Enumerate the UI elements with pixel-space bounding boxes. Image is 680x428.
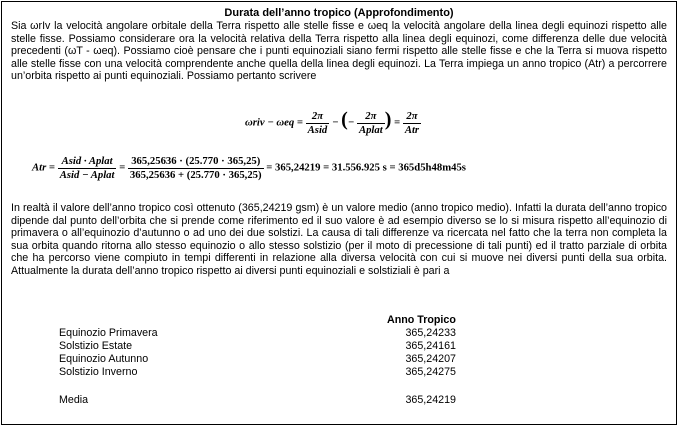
eq2-result: = 365,24219 = 31.556.925 s = 365d5h48m45s (266, 161, 466, 174)
table-row: Solstizio Estate 365,24161 (59, 340, 456, 352)
document-title: Durata dell’anno tropico (Approfondimento) (224, 7, 454, 19)
table-row: Equinozio Autunno 365,24207 (59, 353, 456, 365)
paragraph-intro: Sia ωrIv la velocità angolare orbitale della Terra rispetto alle stelle fisse e ωeq la velocità angolare della linea degli equinozi rispetto alle stelle fisse. Possiamo considerare ora la velocità relativa della Terra rispetto alla linea degli equinozi, come differenza delle due velocità precedenti (ωT - ωeq). Possiamo cioè pensare che i punti equinoziali siano fermi rispetto alle stelle fisse e che la Terra si muova rispetto alle stelle fisse con una velocità comprendente anche quella della linea degli equinozi. La Terra impiega un anno tropico (Atr) a percorrere un’orbita rispetto ai punti equinoziali. Possiamo pertanto scrivere (11, 20, 667, 83)
eq1-lhs: ωriv − ωeq = (245, 116, 303, 129)
table-row: Solstizio Inverno 365,24275 (59, 366, 456, 378)
eq2-lhs: Atr = (32, 161, 56, 174)
paragraph-explanation: In realtà il valore dell’anno tropico così ottenuto (365,24219 gsm) è un valore medio (anno tropico medio). Infatti la durata dell’anno tropico dipende dal punto dell’orbita che si prende come riferimento ed il suo valore è ad esempio diverso se lo si misura rispetto all’equinozio di primavera o all’equinozio d’autunno o ad uno dei due solstizi. La causa di tali differenze va ricercata nel fatto che la terra non completa la sua orbita quando ritorna allo stesso equinozio o allo stesso solstizio (per il moto di precessione di tali punti) ed il tratto parziale di orbita che ha percorso viene compiuto in tempi differenti in relazione alla diversa velocità con cui si muove nei diversi punti della sua orbita. Attualmente la durata dell’anno tropico rispetto ai diversi punti equinoziali e solstiziali è pari a (11, 202, 667, 277)
equation-tropical-year: Atr = $\frac{\text{Asid · Aplat}}{\text{Asid − Aplat}}$ = $\frac{365,25636 \cdot (25.770 \cdot 365,25)}{365,25636 + (25.770 \cdot 365,25)}$ = 365,24219 = 31.556.925 s = 365d5h48m45s (32, 155, 466, 181)
eq1-frac-platonic: $\frac{2\pi}{\text{Aplat}}$ (358, 110, 383, 136)
table-row-mean: Media 365,24219 (59, 394, 456, 406)
eq2-frac-numeric: $\frac{365,25636 \cdot (25.770 \cdot 365,25)}{365,25636 + (25.770 \cdot 365,25)}$ (129, 155, 262, 181)
eq1-frac-tropical: $\frac{2\pi}{\text{Atr}}$ (404, 110, 420, 136)
table-row: Equinozio Primavera 365,24233 (59, 327, 456, 339)
text-box (1, 1, 677, 425)
eq2-frac-symbolic: $\frac{\text{Asid · Aplat}}{\text{Asid − Aplat}}$ (59, 155, 115, 181)
table-header: Anno Tropico (387, 314, 456, 326)
equation-angular-velocity: ωriv − ωeq = $\frac{2\pi}{\text{Asid}}$ − (− $\frac{2\pi}{\text{Aplat}}$ ) = $\frac{2\pi}{\text{Atr}}$ (245, 108, 420, 136)
eq1-frac-sidereal: $\frac{2\pi}{\text{Asid}}$ (307, 110, 328, 136)
